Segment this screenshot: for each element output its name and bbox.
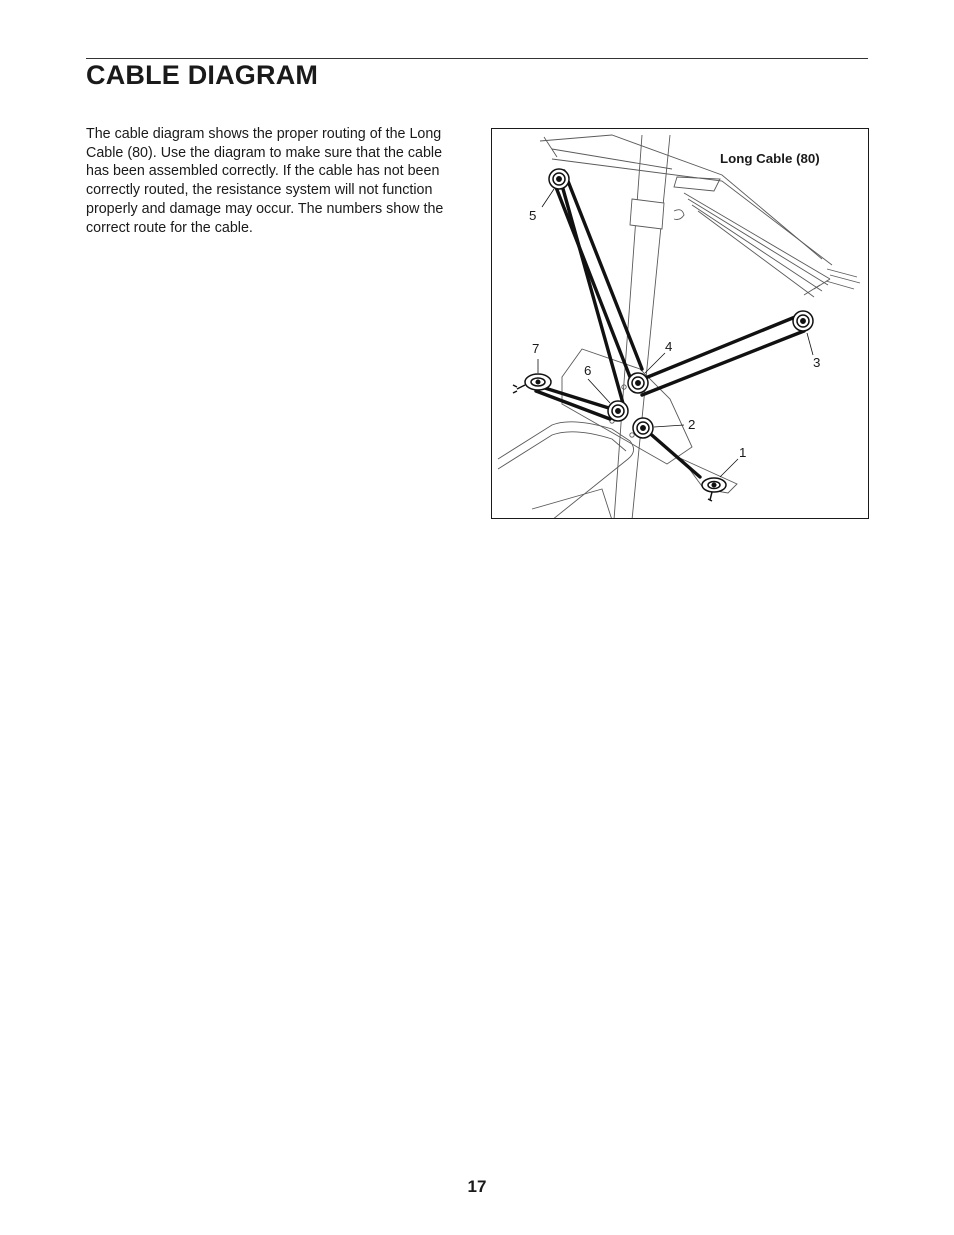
pulley-3-icon [793, 311, 813, 331]
pulley-5-icon [549, 169, 569, 189]
header-rule [86, 58, 868, 59]
cable-diagram-illustration [492, 129, 869, 519]
callout-4: 4 [665, 339, 673, 354]
callout-7: 7 [532, 341, 540, 356]
pulley-6-icon [608, 401, 628, 421]
pulley-2-icon [633, 418, 653, 438]
callout-3: 3 [813, 355, 821, 370]
callout-5: 5 [529, 208, 537, 223]
callout-2: 2 [688, 417, 696, 432]
pulley-1-icon [702, 478, 726, 501]
callout-1: 1 [739, 445, 747, 460]
page-number: 17 [467, 1177, 487, 1196]
pulley-4-icon [628, 373, 648, 393]
pulley-7-icon [513, 374, 551, 393]
page-title: CABLE DIAGRAM [86, 60, 319, 90]
figure-label: Long Cable (80) [720, 151, 820, 166]
intro-paragraph: The cable diagram shows the proper routing of the Long Cable (80). Use the diagram to make sure that the cable has been assembled correctly. If the cable has not been correctly routed, the resistance system will not function properly and damage may occur. The numbers show the correct route for the cable. [86, 126, 444, 236]
cable-diagram-figure [491, 128, 869, 519]
callout-6: 6 [584, 363, 592, 378]
